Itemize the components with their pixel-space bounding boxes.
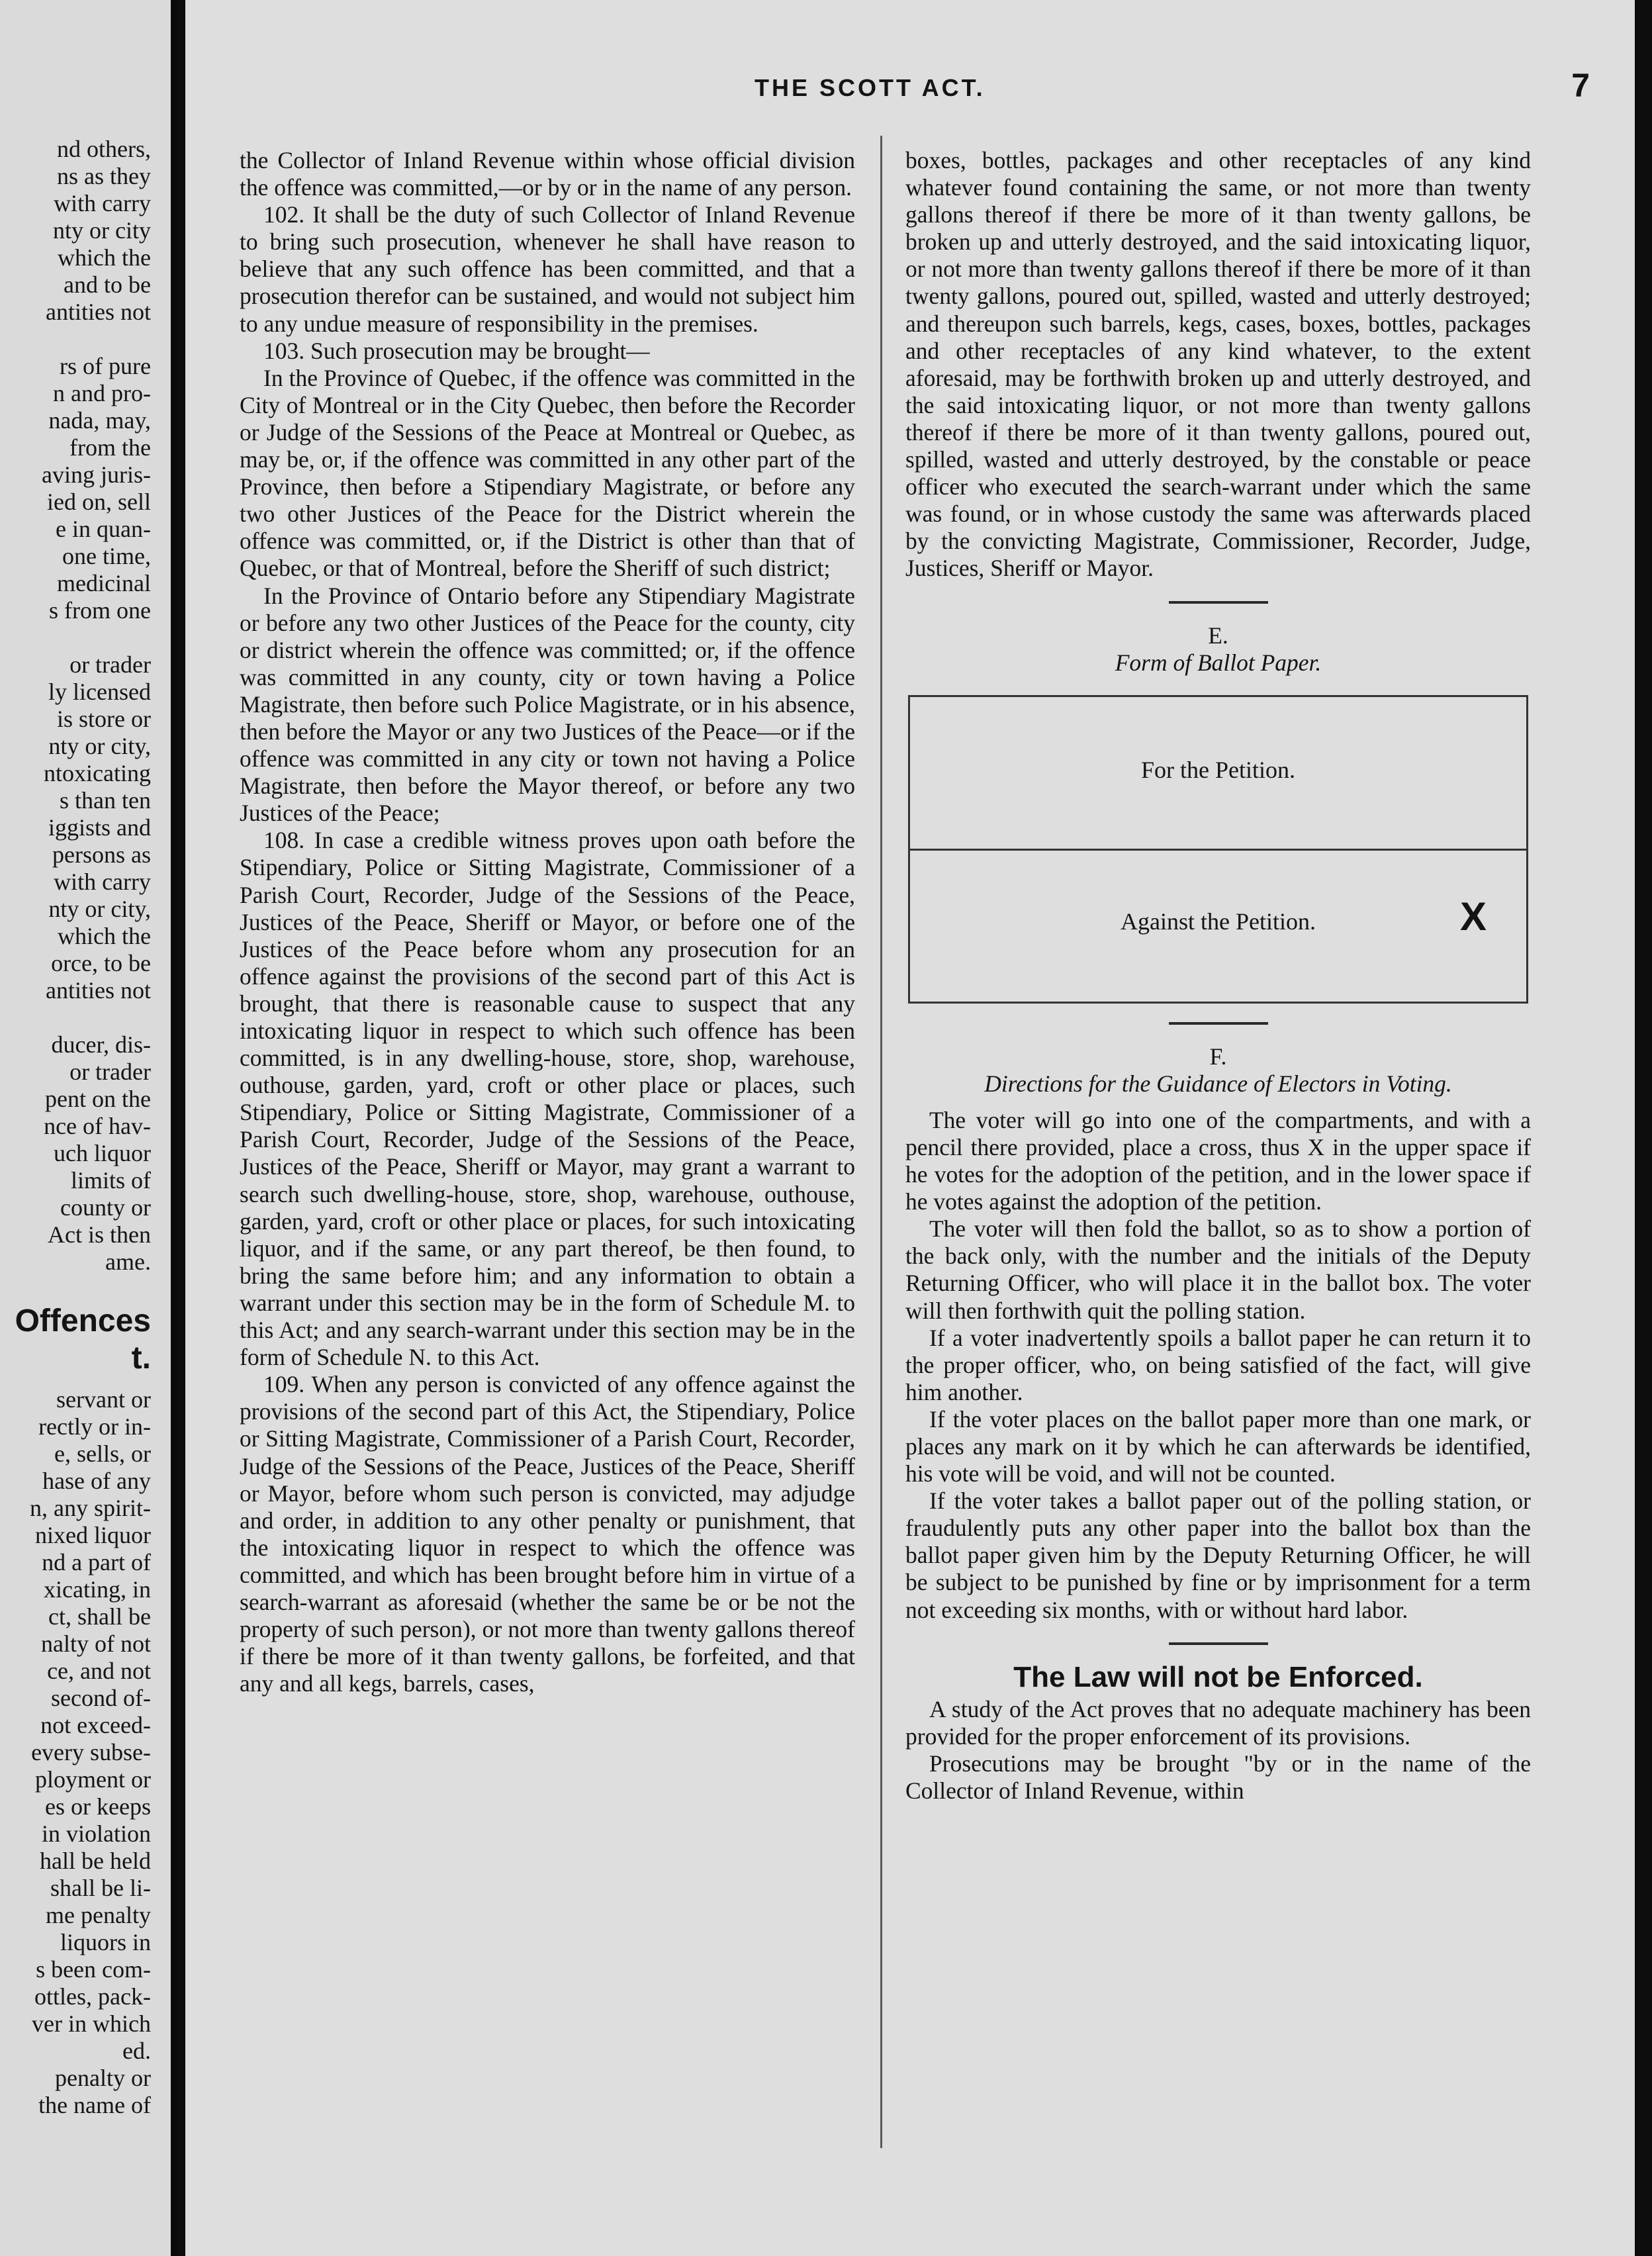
paragraph: the Collector of Inland Revenue within whose official division the offence was committed,—or by or in the name of any person. xyxy=(240,147,855,201)
strip-line: or trader xyxy=(69,651,151,678)
strip-line: which the xyxy=(58,244,151,271)
strip-line: nalty of not xyxy=(41,1630,151,1657)
strip-line: and to be xyxy=(64,271,151,298)
schedule-e-title: Form of Ballot Paper. xyxy=(1115,649,1322,676)
ballot-form xyxy=(908,695,1528,1004)
strip-line: aving juris- xyxy=(42,461,151,488)
ballot-cross-mark: X xyxy=(1459,894,1487,939)
direction-2: The voter will then fold the ballot, so as to show a portion of the back only, with the number and the initials of the Deputy Returning Officer, who will place it in the ballot box. The voter will then forthwith quit the polling station. xyxy=(905,1215,1531,1324)
article-paragraph: Prosecutions may be brought "by or in the name of the Collector of Inland Revenue, within xyxy=(905,1750,1531,1805)
strip-line: ns as they xyxy=(57,163,151,189)
schedule-e-label: E. xyxy=(1208,622,1228,649)
strip-line: nty or city xyxy=(53,217,151,244)
strip-line: antities not xyxy=(46,977,151,1004)
direction-5: If the voter takes a ballot paper out of the polling station, or fraudulently puts any other paper into the ballot box than the ballot paper given him by the Deputy Returning Officer, he will be subject to be punished by fine or by imprisonment for a term not exceeding six months, with or without hard labor. xyxy=(905,1487,1531,1623)
strip-line: ied on, sell xyxy=(47,489,151,515)
strip-line: second of- xyxy=(51,1685,151,1711)
strip-line: nd others, xyxy=(57,136,151,162)
strip-line: medicinal xyxy=(57,570,151,596)
section-102: 102. It shall be the duty of such Collector of Inland Revenue to bring such prosecution, whenever he shall have reason to believe that any such offence has been committed, and that a prosecution therefor can be sustained, and would not subject him to any undue measure of responsibility in the premises. xyxy=(240,201,855,337)
strip-line: iggists and xyxy=(48,814,151,841)
strip-line: limits of xyxy=(70,1167,151,1194)
strip-line: servant or xyxy=(56,1386,151,1413)
strip-line: every subse- xyxy=(31,1739,151,1765)
section-108: 108. In case a credible witness proves upon oath before the Stipendiary, Police or Sitting Magistrate, Commissioner of a Parish Court, Recorder, Judge of the Sessions of the Peace, Justices of the Peace, Sheriff or Mayor, or before one of the Justices of the Peace before whom any prosecution for an offence against the provisions of the second part of this Act is brought, that there is reasonable cause to suspect that any intoxicating liquor in respect to which such offence has been committed, is in any dwelling-house, store, shop, warehouse, outhouse, garden, yard, croft or other place or places, such Stipendiary, Police or Sitting Magistrate, Commissioner of a Parish Court, Recorder, Judge of the Sessions of the Peace, Justices of the Peace, Sheriff or Mayor, may grant a warrant to search such dwelling-house, store, shop, warehouse, outhouse, garden, yard, croft or other place or places, for such intoxicating liquor, and if the same, or any part thereof, be then found, to bring the same before him; and any information to obtain a warrant under this section may be in the form of Schedule M. to this Act; and any search-warrant under this section may be in the form of Schedule N. to this Act. xyxy=(240,827,855,1371)
section-103: 103. Such prosecution may be brought— xyxy=(263,337,650,364)
previous-page-text xyxy=(0,136,151,2119)
ontario-paragraph: In the Province of Ontario before any Stipendiary Magistrate or before any two other Justices of the Peace for the county, city or district wherein the offence was committed; or, if the offence was committed in any county, city or town having a Police Magistrate, then before such Police Magistrate, or in his absence, then before the Mayor or any two Justices of the Peace—or if the offence was committed in any city or town not having a Police Magistrate, then before the Mayor thereof, or before any two Justices of the Peace; xyxy=(240,582,855,827)
strip-line: nty or city, xyxy=(48,896,151,922)
strip-line: one time, xyxy=(62,543,151,569)
strip-line: n, any spirit- xyxy=(30,1495,151,1521)
strip-line: or trader xyxy=(69,1058,151,1085)
strip-heading-line: t. xyxy=(131,1340,151,1376)
strip-line: ntoxicating xyxy=(44,760,151,786)
strip-line: in violation xyxy=(42,1820,151,1847)
strip-heading-line: Offences xyxy=(15,1303,151,1339)
schedule-f-label: F. xyxy=(1209,1043,1227,1070)
direction-3: If a voter inadvertently spoils a ballot paper he can return it to the proper officer, who, on being satisfied of the fact, will give him another. xyxy=(905,1324,1531,1405)
section-rule xyxy=(1169,1642,1268,1645)
strip-line: which the xyxy=(58,923,151,949)
article-paragraph: A study of the Act proves that no adequate machinery has been provided for the proper enforcement of its provisions. xyxy=(905,1695,1531,1750)
strip-line: liquors in xyxy=(60,1929,151,1955)
section-rule xyxy=(1169,601,1268,604)
strip-line: pent on the xyxy=(45,1086,151,1112)
strip-gap xyxy=(0,326,151,353)
strip-line: ce, and not xyxy=(47,1658,151,1684)
quebec-paragraph: In the Province of Quebec, if the offence was committed in the City of Montreal or in the City Quebec, then before the Recorder or Judge of the Sessions of the Peace at Montreal or Quebec, as may be, or, if the offence was committed in any other part of the Province, then before a Stipendiary Magistrate, or before any two other Justices of the Peace for the District wherein the offence was committed, or, if the District is other than that of Quebec, or that of Montreal, before the Sheriff of such district; xyxy=(240,364,855,582)
strip-gap xyxy=(0,1276,151,1303)
ballot-for-row xyxy=(910,697,1526,851)
strip-gap xyxy=(0,1377,151,1386)
strip-line: nada, may, xyxy=(48,407,151,434)
strip-line: shall be li- xyxy=(50,1875,151,1901)
strip-line: ployment or xyxy=(35,1766,151,1793)
section-109: 109. When any person is convicted of any offence against the provisions of the second part of this Act, the Stipendiary, Police or Sitting Magistrate, Commissioner of a Parish Court, Recorder, Judge of the Sessions of the Peace, Justices of the Peace, Sheriff or Mayor, before whom such person is convicted, may adjudge and order, in addition to any other penalty or punishment, that the intoxicating liquor in respect to which the offence was committed, and which has been brought before him in virtue of a search-warrant as aforesaid (whether the same be or be not the property of such person), or not more than twenty gallons thereof if there be more of it than twenty gallons, be forfeited, and that any and all kegs, barrels, cases, xyxy=(240,1371,855,1697)
strip-line: rectly or in- xyxy=(38,1413,151,1440)
strip-line: hall be held xyxy=(40,1848,151,1874)
strip-line: with carry xyxy=(54,190,151,216)
direction-1: The voter will go into one of the compartments, and with a pencil there provided, place a cross, thus X in the upper space if he votes for the adoption of the petition, and in the lower space if he votes against the adoption of the petition. xyxy=(905,1106,1531,1215)
strip-line: ed. xyxy=(122,2038,151,2064)
strip-line: rs of pure xyxy=(60,353,151,379)
strip-line: nixed liquor xyxy=(35,1522,151,1548)
column-divider xyxy=(880,136,882,2148)
strip-line: ct, shall be xyxy=(48,1603,151,1630)
ballot-against-label: Against the Petition. xyxy=(1121,908,1316,935)
strip-line: e in quan- xyxy=(56,516,151,542)
strip-line: the name of xyxy=(38,2092,151,2118)
strip-line: ottles, pack- xyxy=(34,1983,151,2010)
strip-line: penalty or xyxy=(55,2065,151,2091)
previous-page-strip xyxy=(0,0,177,2256)
strip-line: ducer, dis- xyxy=(51,1031,151,1058)
strip-line: hase of any xyxy=(42,1468,151,1494)
strip-line: orce, to be xyxy=(51,950,151,976)
strip-line: persons as xyxy=(52,841,151,868)
strip-line: es or keeps xyxy=(45,1793,151,1820)
strip-line: ver in which xyxy=(32,2010,151,2037)
strip-line: s been com- xyxy=(36,1956,151,1983)
section-rule xyxy=(1169,1022,1268,1025)
strip-line: nce of hav- xyxy=(44,1113,151,1139)
paragraph: boxes, bottles, packages and other receptacles of any kind whatever found containing the same, or not more than twenty gallons thereof if there be more of it than twenty gallons, be broken up and utterly destroyed, and the said intoxicating liquor, or not more than twenty gallons thereof if there be more of it than twenty gallons, poured out, spilled, wasted and utterly destroyed; and thereupon such barrels, kegs, cases, boxes, bottles, packages and other receptacles of any kind whatever, to the extent aforesaid, may be forthwith broken up and utterly destroyed, and the said intoxicating liquor, or not more than twenty gallons thereof if there be more of it than twenty gallons, poured out, spilled, wasted and utterly destroyed, by the constable or peace officer who executed the search-warrant under which the same was found, or in whose custody the same was afterwards placed by the convicting Magistrate, Commissioner, Recorder, Judge, Justices, Sheriff or Mayor. xyxy=(905,147,1531,582)
strip-line: nd a part of xyxy=(42,1549,151,1575)
strip-line: not exceed- xyxy=(40,1712,151,1738)
left-column xyxy=(240,147,855,1697)
ballot-against-row xyxy=(910,849,1526,1000)
strip-line: ame. xyxy=(105,1248,151,1275)
strip-line: county or xyxy=(60,1194,151,1221)
strip-gap xyxy=(0,1004,151,1031)
newspaper-page xyxy=(185,0,1635,2256)
strip-line: ly licensed xyxy=(48,679,151,705)
page-number: 7 xyxy=(1571,67,1590,104)
strip-line: me penalty xyxy=(46,1902,151,1928)
strip-line: n and pro- xyxy=(53,380,151,406)
strip-line: s from one xyxy=(49,597,151,624)
strip-line: from the xyxy=(69,434,151,461)
schedule-f-title: Directions for the Guidance of Electors in Voting. xyxy=(984,1070,1452,1097)
strip-line: is store or xyxy=(57,706,151,732)
strip-line: xicating, in xyxy=(44,1576,151,1603)
article-heading: The Law will not be Enforced. xyxy=(1013,1660,1423,1693)
page-header xyxy=(185,66,1635,106)
running-title: THE SCOTT ACT. xyxy=(755,74,986,101)
ballot-for-label: For the Petition. xyxy=(1141,756,1295,783)
strip-line: s than ten xyxy=(60,787,151,814)
direction-4: If the voter places on the ballot paper more than one mark, or places any mark on it by which he can afterwards be identified, his vote will be void, and will not be counted. xyxy=(905,1405,1531,1487)
strip-line: uch liquor xyxy=(54,1140,151,1166)
strip-line: e, sells, or xyxy=(54,1440,151,1467)
strip-gap xyxy=(0,624,151,651)
strip-line: with carry xyxy=(54,869,151,895)
strip-line: nty or city, xyxy=(48,733,151,759)
strip-line: antities not xyxy=(46,299,151,325)
strip-line: Act is then xyxy=(48,1221,151,1248)
right-column xyxy=(905,147,1531,1805)
